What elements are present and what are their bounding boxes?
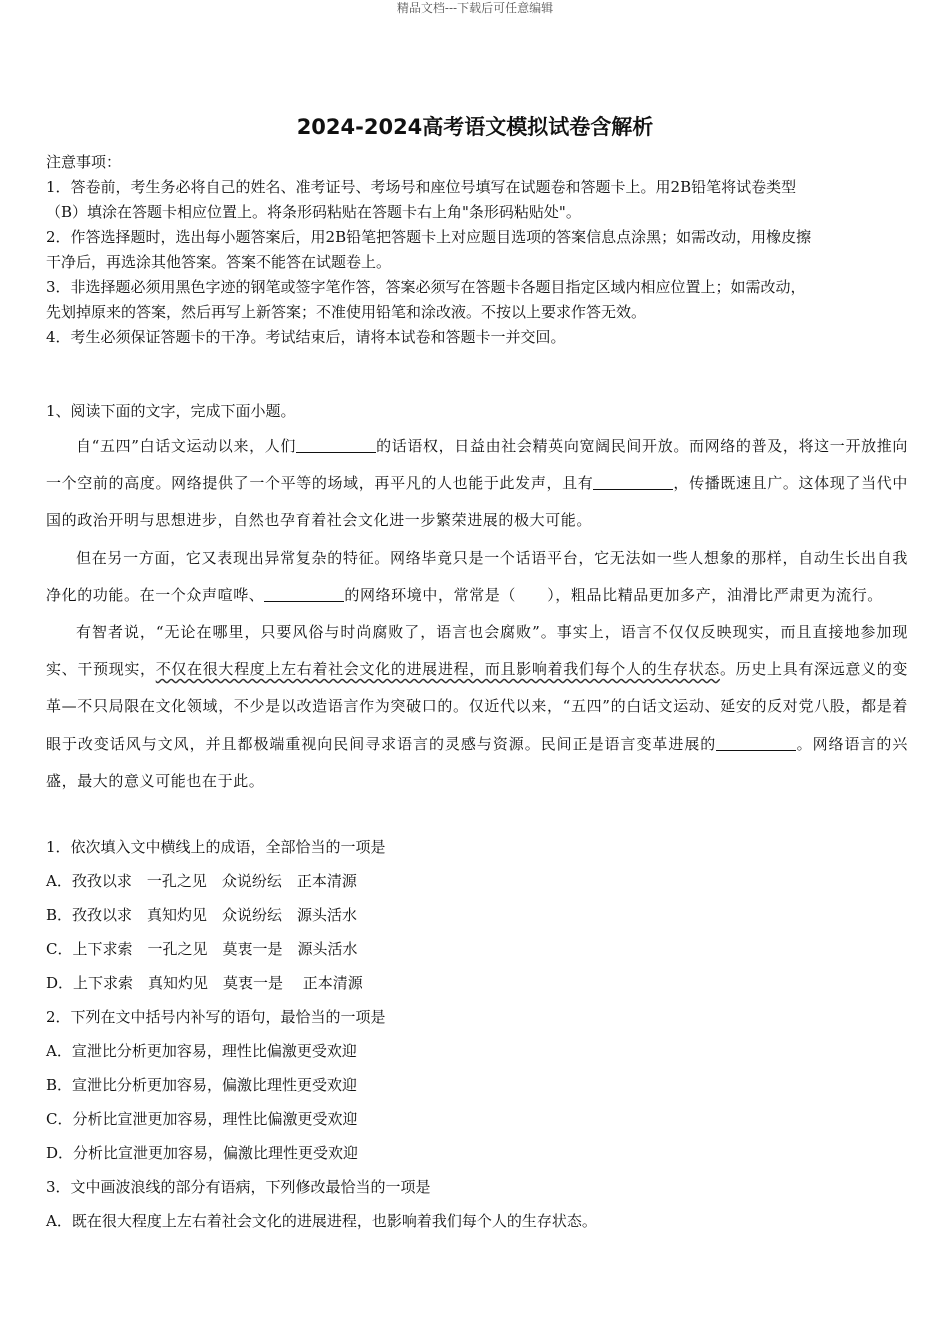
- notice-line: 3．非选择题必须用黑色字迹的钢笔或签字笔作答，答案必须写在答题卡各题目指定区域内相应位置上；如需改动，: [46, 278, 806, 296]
- notice-line: 4．考生必须保证答题卡的干净。考试结束后，请将本试卷和答题卡一并交回。: [46, 328, 566, 346]
- answer-option: B．孜孜以求 真知灼见 众说纷纭 源头活水: [46, 906, 358, 924]
- fill-blank: [593, 474, 673, 490]
- answer-option: B．宣泄比分析更加容易，偏激比理性更受欢迎: [46, 1076, 358, 1094]
- passage-text: 。网络语言的兴盛，最大的意义可能也在于此。: [46, 734, 908, 790]
- wavy-underlined-text: 不仅在很大程度上左右着社会文化的进展进程，而且影响着我们每个人的生存状态: [155, 660, 720, 679]
- answer-option: A．既在很大程度上左右着社会文化的进展进程，也影响着我们每个人的生存状态。: [46, 1212, 597, 1230]
- answer-option: D．分析比宣泄更加容易，偏激比理性更受欢迎: [46, 1144, 359, 1162]
- passage-text: 但在另一方面，它又表现出异常复杂的特征。网络毕竟只是一个话语平台，它无法如一些人想象的那样，自动生长出自我净化的功能。在一个众声喧哗、: [46, 548, 908, 604]
- notice-line: 先划掉原来的答案，然后再写上新答案；不准使用铅笔和涂改液。不按以上要求作答无效。: [46, 303, 647, 321]
- question-list: [46, 830, 908, 1238]
- header-note: 精品文档---下载后可任意编辑: [396, 1, 554, 15]
- question-intro: 1、阅读下面的文字，完成下面小题。: [46, 402, 296, 420]
- passage-text: ，传播既速且广。这体现了当代中国的政治开明与思想进步，自然也孕育着社会文化进一步繁荣进展的极大可能。: [46, 474, 908, 530]
- passage-paragraph: [46, 614, 908, 800]
- question-stem: 2．下列在文中括号内补写的语句，最恰当的一项是: [46, 1008, 386, 1026]
- passage-text: 的网络环境中，常常是（ ），粗品比精品更加多产，油滑比严肃更为流行。: [344, 585, 883, 604]
- notice-section: [46, 150, 916, 350]
- passage-text: 有智者说，“无论在哪里，只要风俗与时尚腐败了，语言也会腐败”。事实上，语言不仅仅反映现实，而且直接地参加现实、干预现实，: [46, 623, 908, 679]
- question-stem: 3．文中画波浪线的部分有语病，下列修改最恰当的一项是: [46, 1178, 431, 1196]
- notice-line: （B）填涂在答题卡相应位置上。将条形码粘贴在答题卡右上角"条形码粘贴处"。: [46, 203, 581, 221]
- notice-line: 2．作答选择题时，选出每小题答案后，用2B铅笔把答题卡上对应题目选项的答案信息点涂黑；如需改动，用橡皮擦: [46, 228, 812, 246]
- fill-blank: [716, 735, 796, 751]
- notice-heading: 注意事项：: [46, 153, 122, 171]
- passage-text: 。历史上具有深远意义的变革—不只局限在文化领域，不少是以改造语言作为突破口的。仅近代以来，“五四”的白话文运动、延安的反对党八股，都是着眼于改变话风与文风，并且都极端重视向民间寻求语言的灵感与资源。民间正是语言变革进展的: [46, 660, 908, 753]
- answer-option: A．宣泄比分析更加容易，理性比偏激更受欢迎: [46, 1042, 357, 1060]
- notice-line: 1．答卷前，考生务必将自己的姓名、准考证号、考场号和座位号填写在试题卷和答题卡上。用2B铅笔将试卷类型: [46, 178, 797, 196]
- notice-line: 干净后，再选涂其他答案。答案不能答在试题卷上。: [46, 253, 392, 271]
- answer-option: D．上下求索 真知灼见 莫衷一是 正本清源: [46, 974, 363, 992]
- passage-text: 自“五四”白话文运动以来，人们: [76, 437, 297, 455]
- answer-option: C．上下求索 一孔之见 莫衷一是 源头活水: [46, 940, 358, 958]
- answer-option: A．孜孜以求 一孔之见 众说纷纭 正本清源: [46, 872, 357, 890]
- passage-text: 的话语权，日益由社会精英向宽阔民间开放。而网络的普及，将这一开放推向一个空前的高度。网络提供了一个平等的场域，再平凡的人也能于此发声，且有: [46, 437, 908, 493]
- question-stem: 1．依次填入文中横线上的成语，全部恰当的一项是: [46, 838, 386, 856]
- fill-blank: [296, 437, 376, 453]
- passage-paragraph: [46, 428, 908, 540]
- fill-blank: [264, 586, 344, 602]
- reading-passage: [46, 428, 908, 800]
- passage-paragraph: [46, 540, 908, 614]
- page-title: 2024-2024高考语文模拟试卷含解析: [296, 115, 654, 139]
- answer-option: C．分析比宣泄更加容易，理性比偏激更受欢迎: [46, 1110, 358, 1128]
